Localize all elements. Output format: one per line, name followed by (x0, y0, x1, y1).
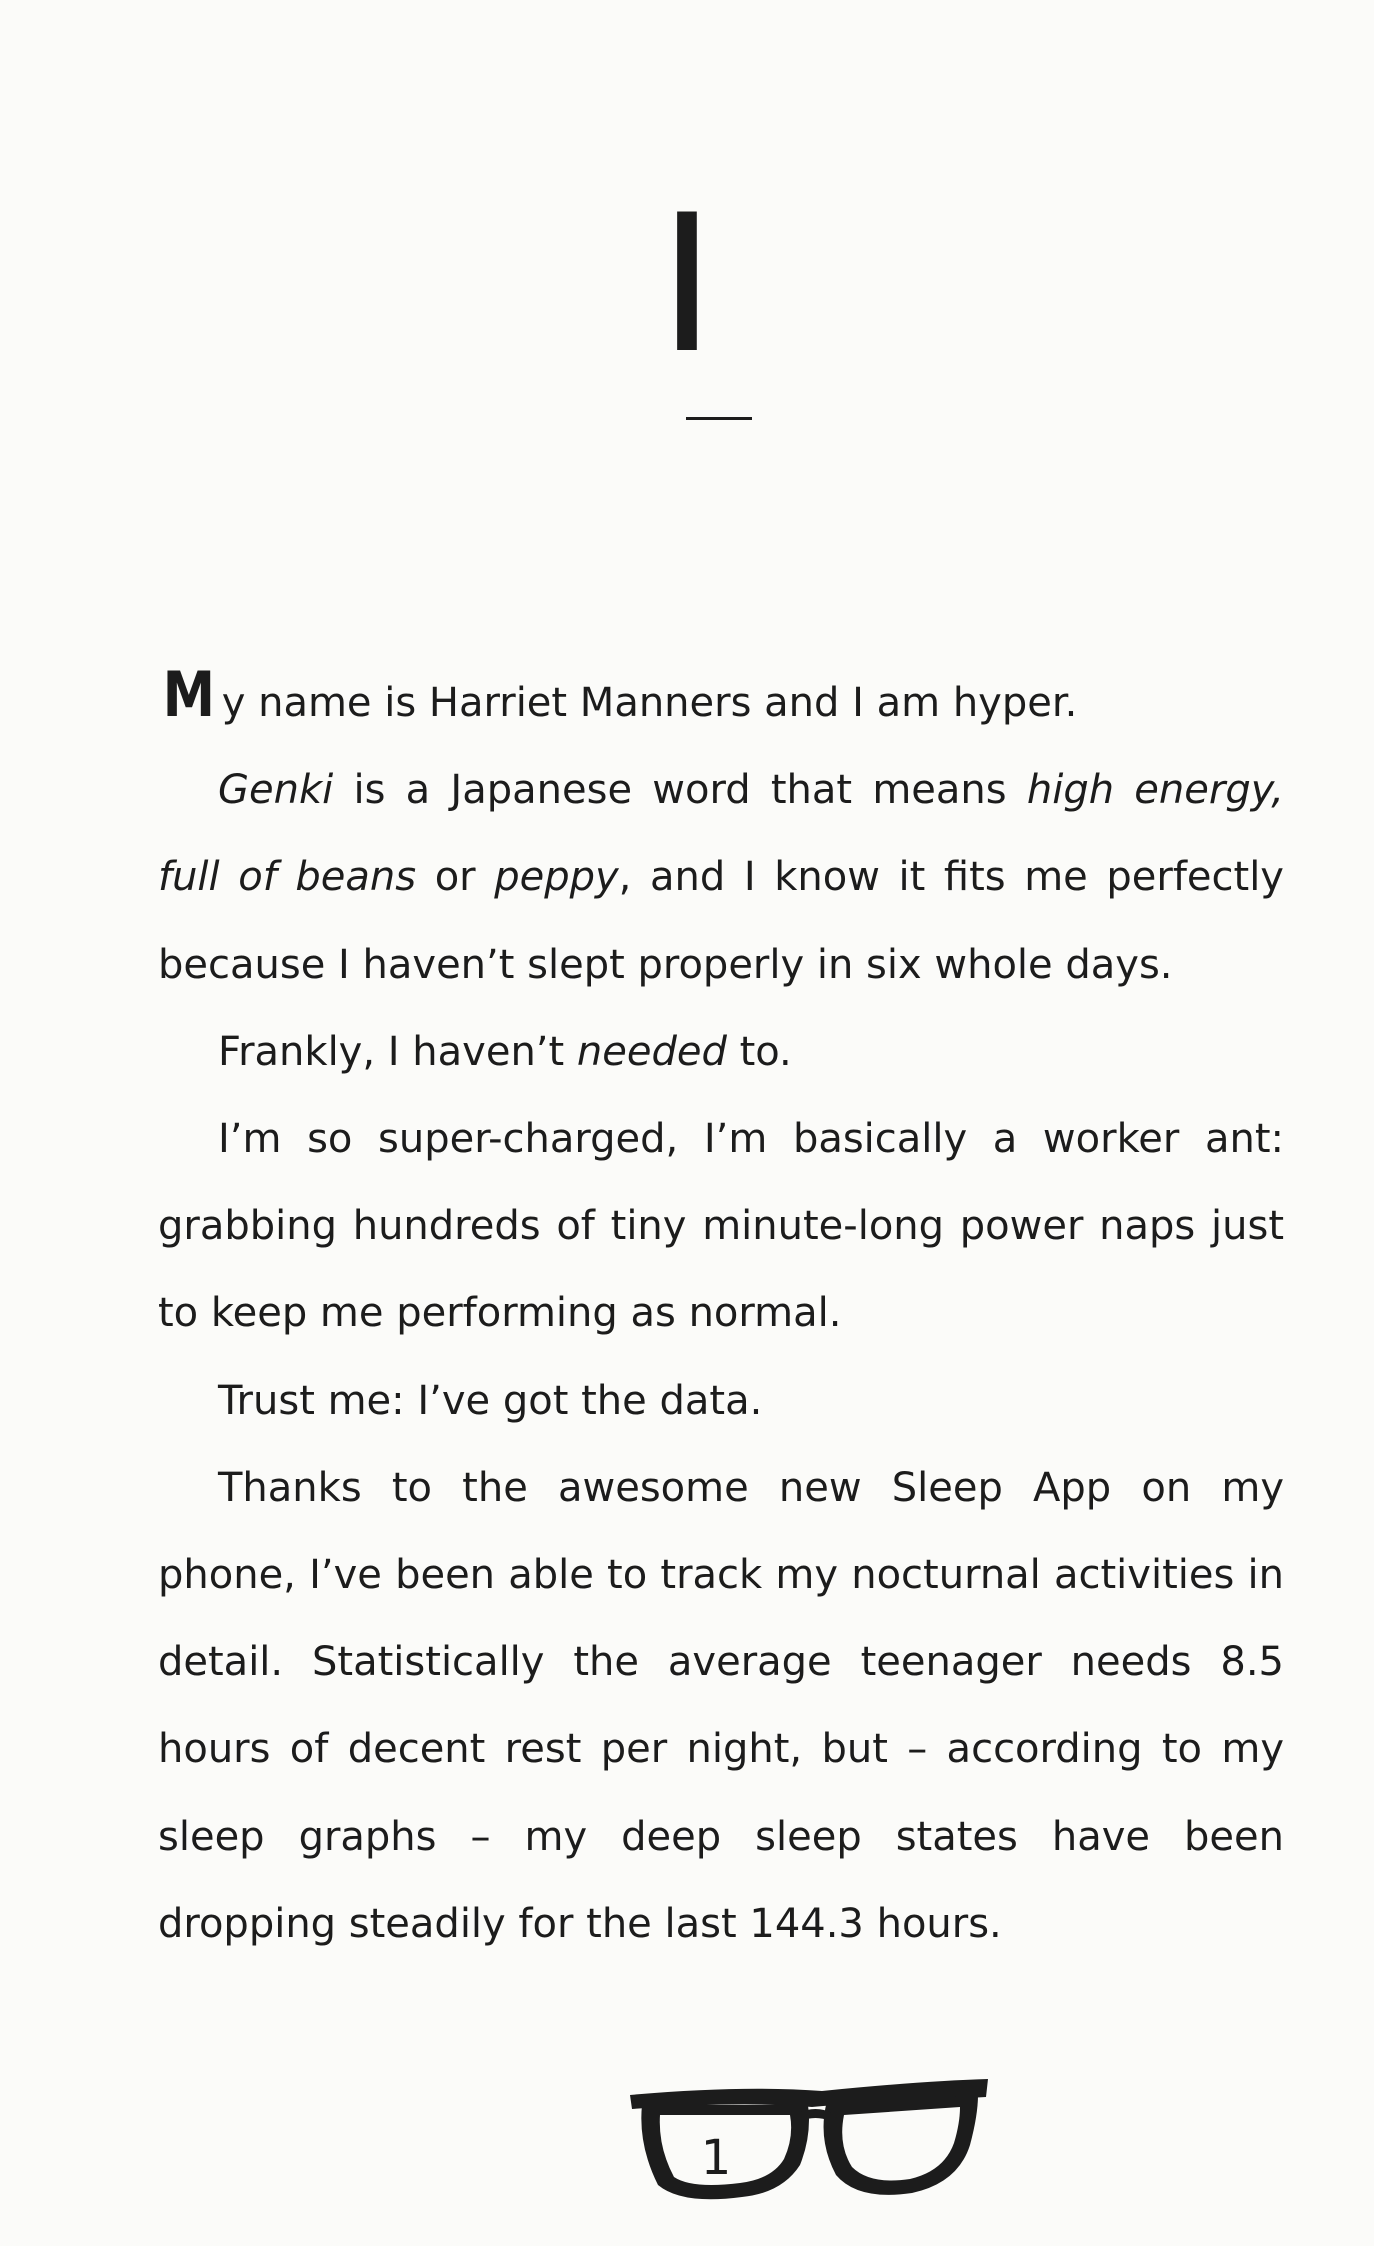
paragraph-text: or (416, 854, 495, 901)
paragraph-2 (158, 747, 1284, 1009)
page-number: 1 (700, 2130, 732, 2186)
italic-phrase: needed (576, 1028, 727, 1075)
drop-cap: M (162, 658, 216, 731)
paragraph-1 (158, 660, 1284, 747)
paragraph-3 (158, 1009, 1284, 1096)
paragraph-4 (158, 1096, 1284, 1358)
body-text (158, 660, 1284, 1968)
paragraph-text: Thanks to the awesome new Sleep App on my phone, I’ve been able to track my nocturnal activities in detail. Statistically the average teenager needs 8.5 hours of decent rest per night, but – according to my sleep graphs – my deep sleep states have been dropping steadily for the last 144.3 hours. (158, 1464, 1284, 1947)
chapter-divider (686, 417, 752, 420)
paragraph-6 (158, 1445, 1284, 1968)
paragraph-text: y name is Harriet Manners and I am hyper. (221, 680, 1078, 726)
paragraph-text: Trust me: I’ve got the data. (218, 1377, 763, 1424)
chapter-number: I (667, 174, 707, 395)
glasses-icon (622, 2075, 992, 2215)
italic-phrase: Genki (218, 767, 334, 814)
italic-phrase: peppy (494, 854, 619, 901)
paragraph-text: , and I know it fits me perfectly because I haven’t slept properly in six whole days. (158, 854, 1284, 988)
paragraph-5 (158, 1358, 1284, 1445)
paragraph-text: I’m so super-charged, I’m basically a worker ant: grabbing hundreds of tiny minute-long power naps just to keep me performing as normal. (158, 1116, 1284, 1337)
paragraph-text: Frankly, I haven’t (218, 1028, 577, 1075)
italic-phrase: high energy, full of beans (158, 767, 1284, 901)
paragraph-text: to. (726, 1028, 792, 1075)
paragraph-text: is a Japanese word that means (333, 767, 1027, 814)
